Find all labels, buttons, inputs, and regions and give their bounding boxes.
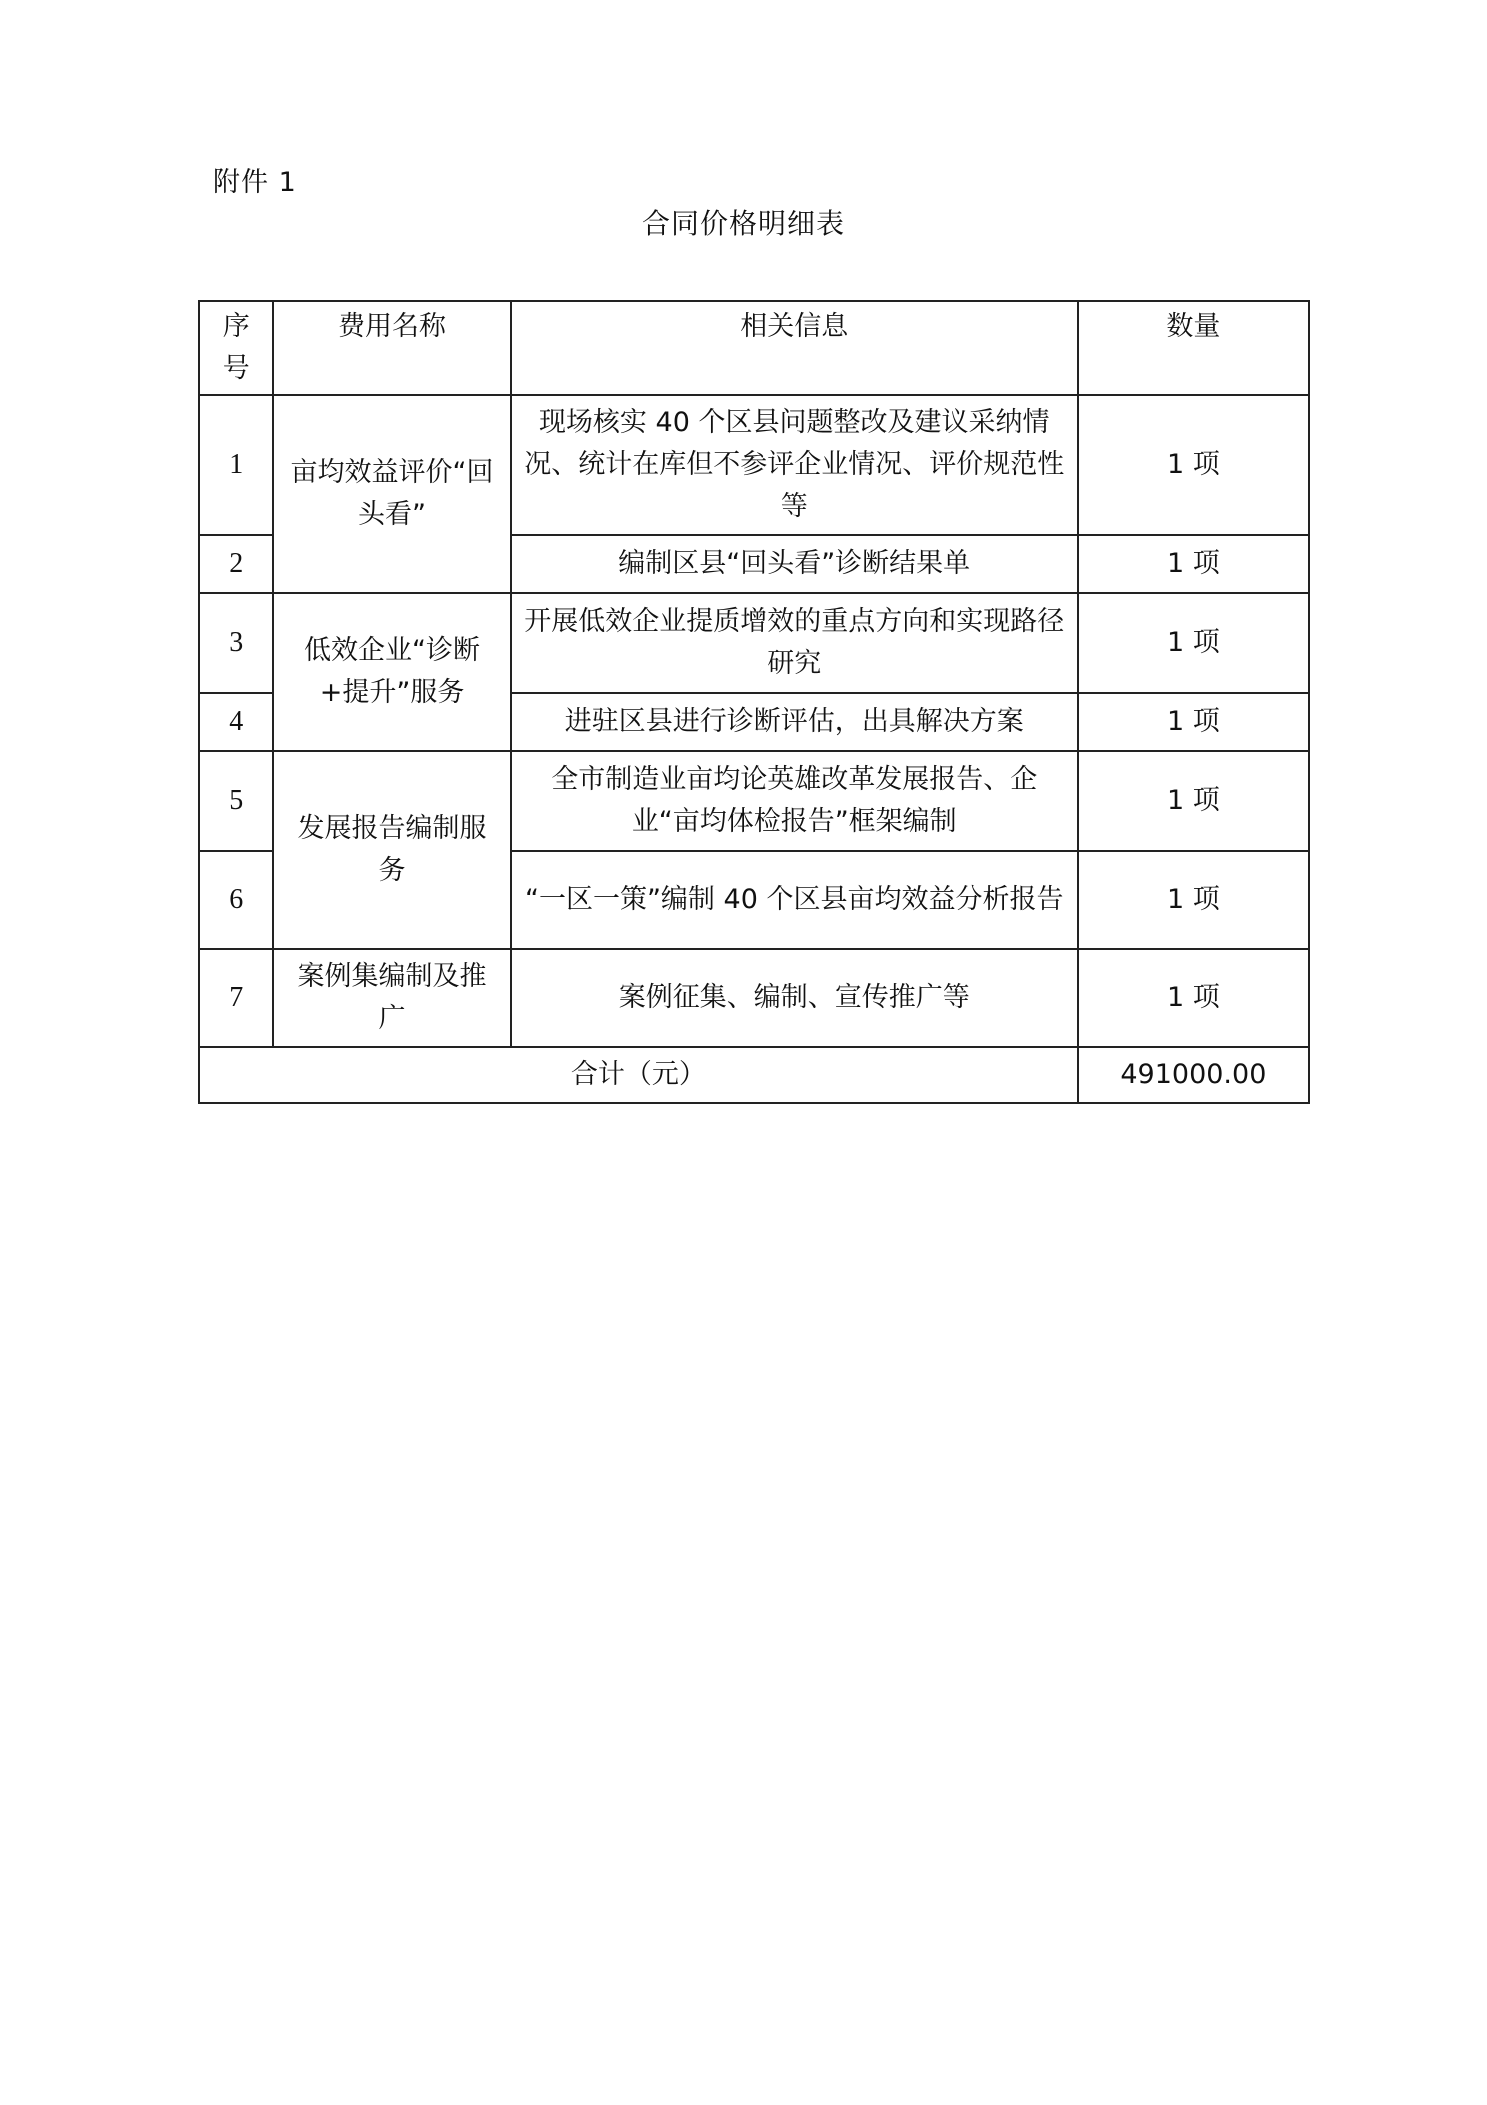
header-seq: 序号	[199, 301, 273, 395]
row-info: 编制区县“回头看”诊断结果单	[511, 535, 1078, 593]
row-seq: 5	[199, 751, 273, 851]
row-seq: 7	[199, 949, 273, 1047]
row-info: 全市制造业亩均论英雄改革发展报告、企业“亩均体检报告”框架编制	[511, 751, 1078, 851]
row-qty: 1 项	[1078, 693, 1309, 751]
header-qty: 数量	[1078, 301, 1309, 395]
header-info: 相关信息	[511, 301, 1078, 395]
row-seq: 4	[199, 693, 273, 751]
row-info: 现场核实 40 个区县问题整改及建议采纳情况、统计在库但不参评企业情况、评价规范性等	[511, 395, 1078, 535]
attachment-label: 附件 1	[213, 167, 297, 198]
row-name: 案例集编制及推广	[273, 949, 510, 1047]
row-seq: 1	[199, 395, 273, 535]
row-qty: 1 项	[1078, 395, 1309, 535]
price-detail-table	[198, 300, 1310, 1104]
row-info: 进驻区县进行诊断评估，出具解决方案	[511, 693, 1078, 751]
row-info: 开展低效企业提质增效的重点方向和实现路径研究	[511, 593, 1078, 693]
row-name: 发展报告编制服务	[273, 751, 510, 949]
table-row	[199, 593, 1309, 693]
row-seq: 6	[199, 851, 273, 949]
row-name: 低效企业“诊断+提升”服务	[273, 593, 510, 751]
row-qty: 1 项	[1078, 949, 1309, 1047]
row-info: “一区一策”编制 40 个区县亩均效益分析报告	[511, 851, 1078, 949]
total-label: 合计（元）	[199, 1047, 1078, 1103]
row-qty: 1 项	[1078, 751, 1309, 851]
page-title: 合同价格明细表	[641, 207, 845, 240]
total-value: 491000.00	[1078, 1047, 1309, 1103]
row-qty: 1 项	[1078, 535, 1309, 593]
row-seq: 2	[199, 535, 273, 593]
row-qty: 1 项	[1078, 851, 1309, 949]
table-header-row	[199, 301, 1309, 395]
row-qty: 1 项	[1078, 593, 1309, 693]
table-row	[199, 949, 1309, 1047]
header-name: 费用名称	[273, 301, 510, 395]
total-row	[199, 1047, 1309, 1103]
table-row	[199, 751, 1309, 851]
table-row	[199, 395, 1309, 535]
row-name: 亩均效益评价“回头看”	[273, 395, 510, 593]
row-info: 案例征集、编制、宣传推广等	[511, 949, 1078, 1047]
row-seq: 3	[199, 593, 273, 693]
